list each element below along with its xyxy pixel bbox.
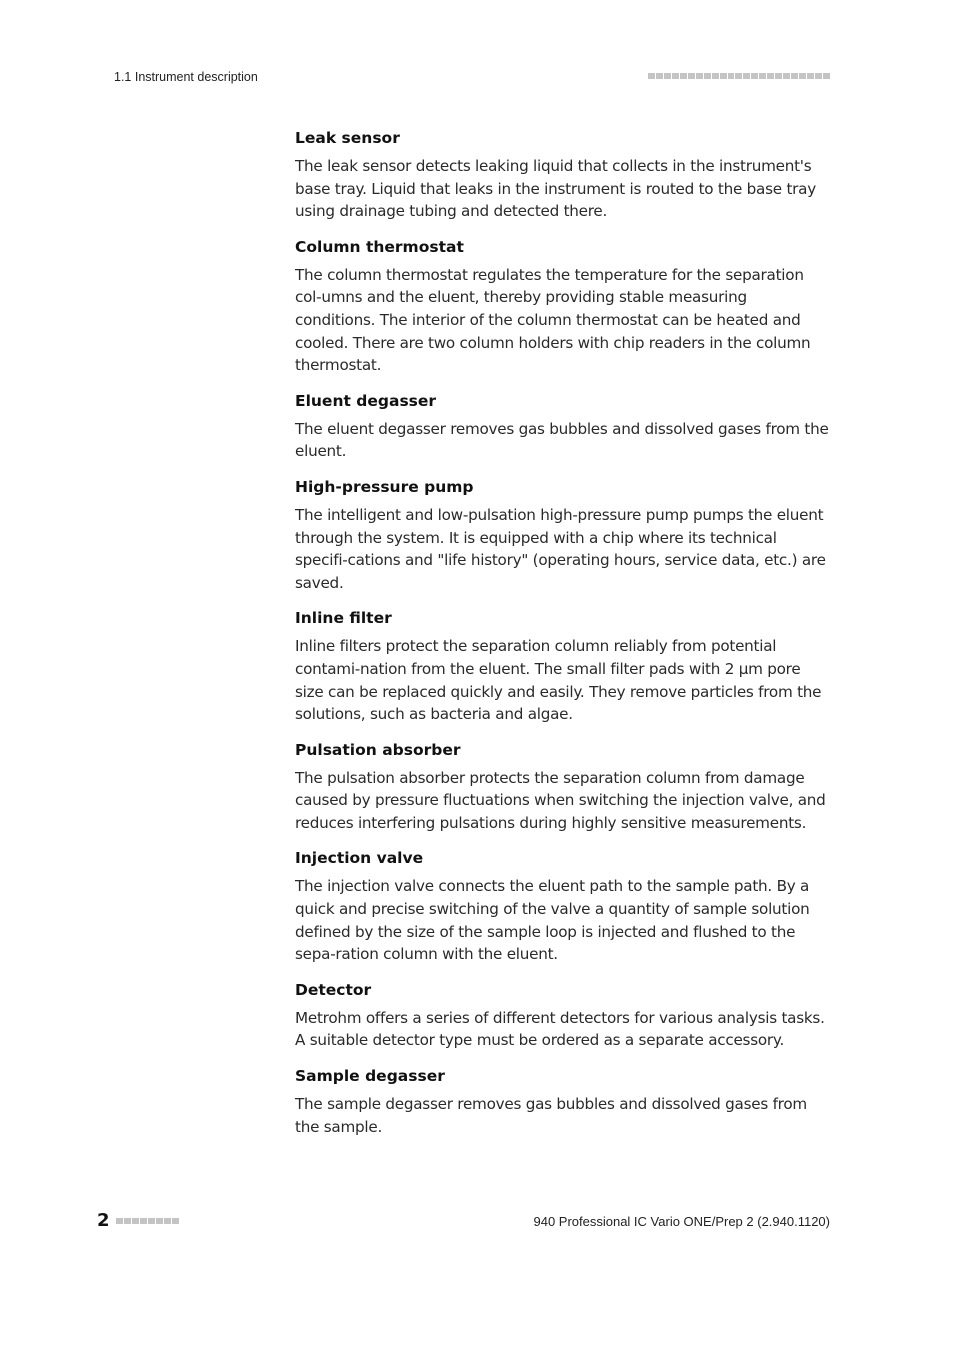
- running-header-section: 1.1 Instrument description: [114, 70, 258, 84]
- section-inline-filter: [295, 608, 831, 725]
- section-body: The intelligent and low-pulsation high-pressure pump pumps the eluent through the system. It is equipped with a chip where its technical specifi-cations and "life history" (operating hours, service data, etc.) are saved.: [295, 505, 826, 592]
- section-title: Detector: [295, 980, 372, 999]
- section-sample-degasser: [295, 1066, 831, 1138]
- section-injection-valve: [295, 848, 831, 965]
- section-body: The pulsation absorber protects the separation column from damage caused by pressure fluctuations when switching the injection valve, and reduces interfering pulsations during highly sensitive measurements.: [295, 768, 826, 832]
- header-decorative-squares: [648, 73, 830, 79]
- section-title: Sample degasser: [295, 1067, 445, 1086]
- section-body: The column thermostat regulates the temperature for the separation col-umns and the eluent, thereby providing stable measuring conditions. The interior of the column thermostat can be heated and cooled. There are two column holders with chip readers in the column thermostat.: [295, 265, 811, 375]
- footer-document-title: 940 Professional IC Vario ONE/Prep 2 (2.940.1120): [533, 1214, 830, 1229]
- section-body: Inline filters protect the separation column reliably from potential contami-nation from the eluent. The small filter pads with 2 µm pore size can be replaced quickly and easily. They remove particles from the solutions, such as bacteria and algae.: [295, 637, 822, 724]
- section-title: Eluent degasser: [295, 391, 437, 410]
- section-body: The injection valve connects the eluent path to the sample path. By a quick and precise switching of the valve a quantity of sample solution defined by the size of the sample loop is injected and flushed to the sepa-ration column with the eluent.: [295, 877, 810, 964]
- section-title: Leak sensor: [295, 129, 400, 147]
- section-body: Metrohm offers a series of different detectors for various analysis tasks. A suitable detector type must be ordered as a separate accessory.: [295, 1008, 825, 1050]
- page-number: 2: [97, 1210, 110, 1231]
- section-title: Pulsation absorber: [295, 740, 461, 759]
- footer-page-marker: [97, 1210, 179, 1231]
- section-title: Injection valve: [295, 849, 424, 868]
- section-title: Inline filter: [295, 609, 392, 628]
- section-pulsation-absorber: [295, 740, 831, 835]
- section-body: The leak sensor detects leaking liquid that collects in the instrument's base tray. Liquid that leaks in the instrument is routed to the base tray using drainage tubing and detected there.: [295, 157, 816, 221]
- section-column-thermostat: [295, 237, 831, 377]
- section-high-pressure-pump: [295, 477, 831, 594]
- footer-decorative-squares: [116, 1218, 179, 1224]
- section-title: Column thermostat: [295, 237, 464, 256]
- section-body: The eluent degasser removes gas bubbles and dissolved gases from the eluent.: [295, 419, 829, 461]
- section-title: High-pressure pump: [295, 477, 474, 496]
- section-detector: [295, 980, 831, 1052]
- section-body: The sample degasser removes gas bubbles and dissolved gases from the sample.: [295, 1095, 807, 1136]
- main-content: [295, 128, 831, 1152]
- section-leak-sensor: [295, 128, 831, 223]
- section-eluent-degasser: [295, 391, 831, 463]
